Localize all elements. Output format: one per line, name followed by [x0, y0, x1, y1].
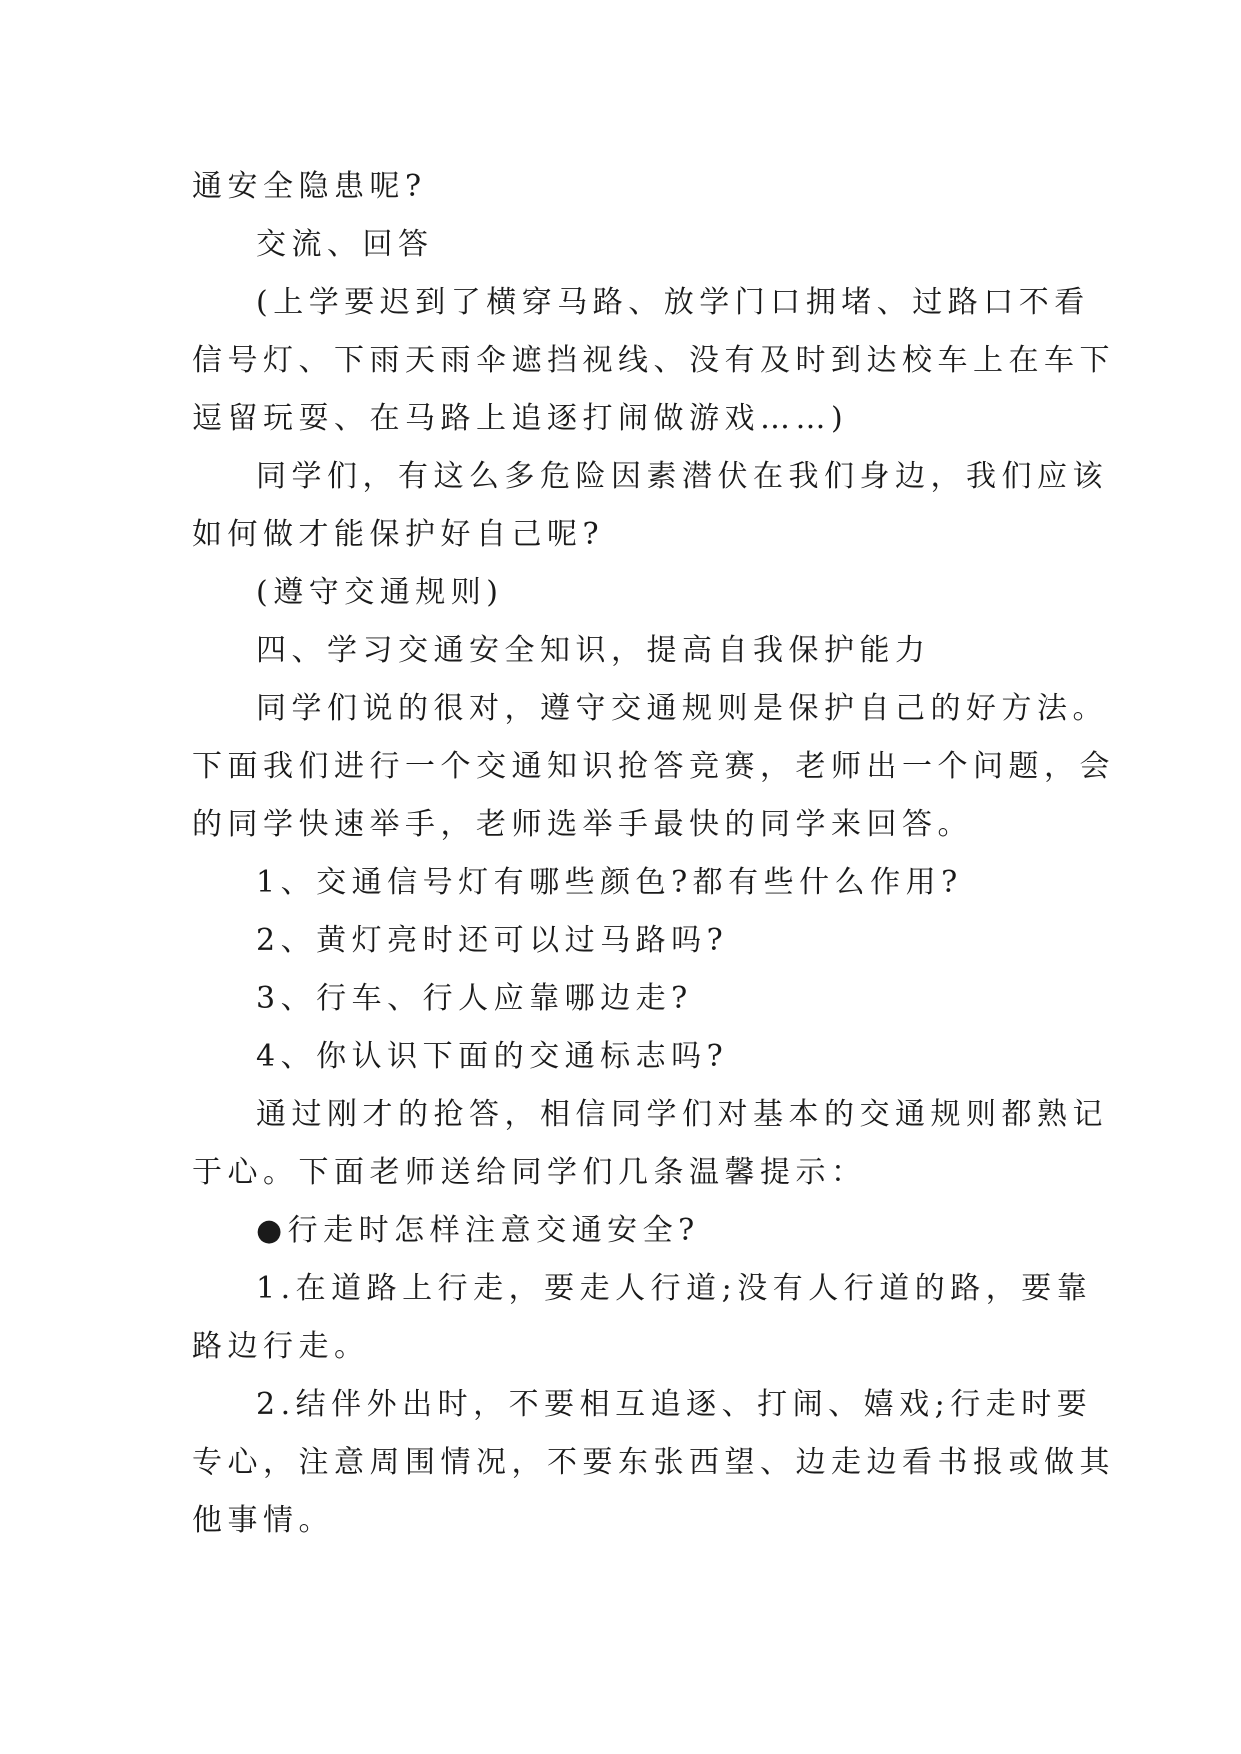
text-line: 信号灯、下雨天雨伞遮挡视线、没有及时到达校车上在车下 — [192, 343, 1115, 378]
text-line: 逗留玩耍、在马路上追逐打闹做游戏……) — [192, 401, 849, 436]
text-line: 通过刚才的抢答，相信同学们对基本的交通规则都熟记 — [256, 1097, 1108, 1132]
text-line: 的同学快速举手，老师选举手最快的同学来回答。 — [192, 807, 973, 842]
text-line: 交流、回答 — [256, 227, 434, 262]
text-line: 同学们，有这么多危险因素潜伏在我们身边，我们应该 — [256, 459, 1108, 494]
text-line: 他事情。 — [192, 1503, 334, 1538]
question-item: 3、行车、行人应靠哪边走? — [256, 981, 693, 1016]
text-line: 下面我们进行一个交通知识抢答竞赛，老师出一个问题，会 — [192, 749, 1115, 784]
tip-item: 1.在道路上行走，要走人行道;没有人行道的路，要靠 — [256, 1271, 1093, 1306]
text-line: (上学要迟到了横穿马路、放学门口拥堵、过路口不看 — [256, 285, 1090, 320]
text-line: 专心，注意周围情况，不要东张西望、边走边看书报或做其 — [192, 1445, 1115, 1480]
bullet-heading: ●行走时怎样注意交通安全? — [256, 1213, 700, 1248]
text-line: 于心。下面老师送给同学们几条温馨提示： — [192, 1155, 867, 1190]
tip-item: 2.结伴外出时，不要相互追逐、打闹、嬉戏;行走时要 — [256, 1387, 1093, 1422]
question-item: 4、你认识下面的交通标志吗? — [256, 1039, 729, 1074]
text-line: 同学们说的很对，遵守交通规则是保护自己的好方法。 — [256, 691, 1108, 726]
text-line: 如何做才能保护好自己呢? — [192, 517, 605, 552]
text-line: 路边行走。 — [192, 1329, 370, 1364]
question-item: 2、黄灯亮时还可以过马路吗? — [256, 923, 729, 958]
question-item: 1、交通信号灯有哪些颜色?都有些什么作用? — [256, 865, 963, 900]
text-line: 通安全隐患呢? — [192, 169, 427, 204]
section-heading: 四、学习交通安全知识，提高自我保护能力 — [256, 633, 931, 668]
text-line: (遵守交通规则) — [256, 575, 504, 610]
